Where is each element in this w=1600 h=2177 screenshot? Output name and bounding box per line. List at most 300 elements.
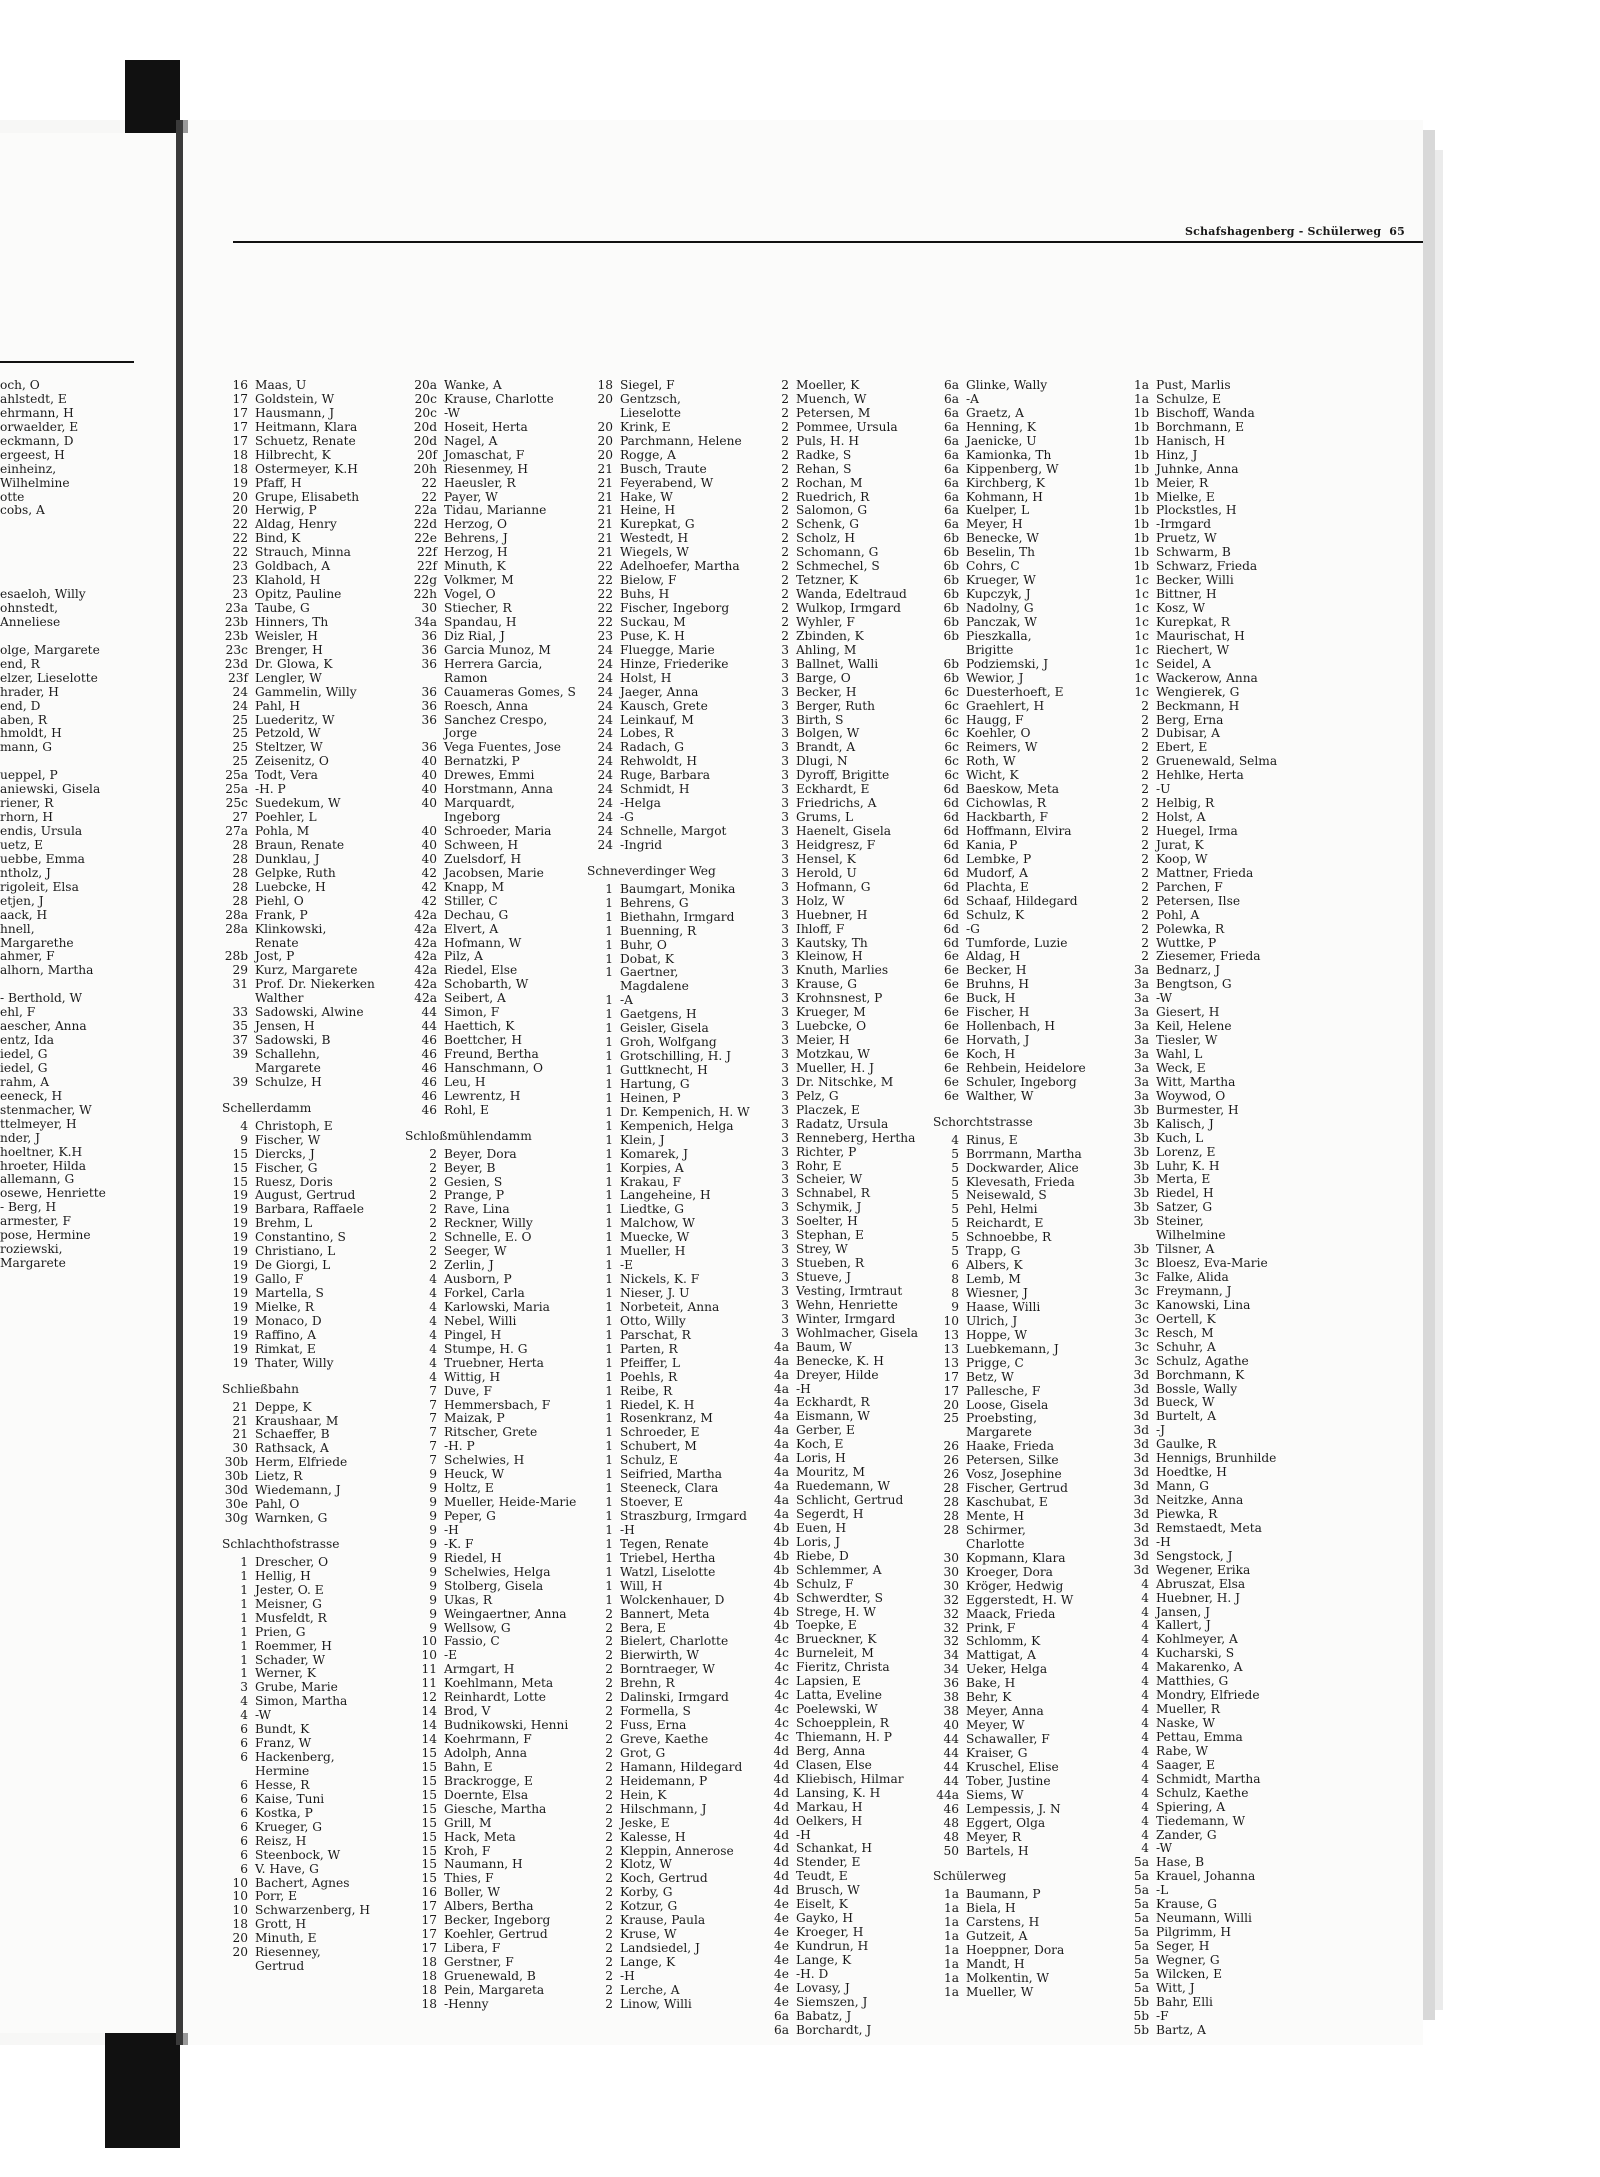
fragment-line: aniewski, Gisela xyxy=(0,782,101,797)
directory-entry xyxy=(405,1691,576,1705)
house-number: 10 xyxy=(232,1875,248,1890)
house-number: 9 xyxy=(951,1299,959,1314)
directory-entry xyxy=(1123,1689,1277,1703)
directory-entry xyxy=(222,1176,375,1190)
resident-name: Lobes, R xyxy=(620,726,674,741)
directory-entry xyxy=(405,1622,576,1636)
fragment-line: end, D xyxy=(0,698,41,713)
resident-name: Schnoebbe, R xyxy=(966,1230,1052,1245)
house-number: 28a xyxy=(225,907,248,922)
resident-name: Kleppin, Annerose xyxy=(620,1843,734,1858)
house-number: 3a xyxy=(1133,1060,1149,1075)
directory-entry xyxy=(1123,1257,1277,1271)
resident-name: Heidgresz, F xyxy=(796,837,876,852)
directory-entry xyxy=(405,1733,576,1747)
resident-name: Zuelsdorf, H xyxy=(444,851,522,866)
directory-entry xyxy=(763,379,918,393)
resident-name: Steltzer, W xyxy=(255,740,323,755)
resident-name: Porr, E xyxy=(255,1889,297,1904)
resident-name: Parchmann, Helene xyxy=(620,433,742,448)
house-number: 26 xyxy=(943,1453,959,1468)
resident-name: Knapp, M xyxy=(444,879,505,894)
directory-entry xyxy=(933,574,1086,588)
house-number: 1a xyxy=(943,1984,959,1999)
house-number: 6 xyxy=(240,1847,248,1862)
directory-entry xyxy=(587,811,750,825)
directory-entry xyxy=(587,1789,750,1803)
directory-entry xyxy=(222,1863,375,1877)
directory-entry xyxy=(933,1733,1086,1747)
house-number: 2 xyxy=(1141,921,1149,936)
directory-entry xyxy=(222,1006,375,1020)
directory-entry xyxy=(1123,1801,1277,1815)
directory-entry xyxy=(1123,937,1277,951)
directory-entry xyxy=(405,1287,576,1301)
house-number: 4 xyxy=(429,1272,437,1287)
directory-entry xyxy=(763,1578,918,1592)
house-number: 4d xyxy=(773,1799,789,1814)
house-number: 4 xyxy=(1141,1841,1149,1856)
resident-name: Fieritz, Christa xyxy=(796,1660,890,1675)
house-number: 3b xyxy=(1133,1186,1149,1201)
directory-entry xyxy=(405,1719,576,1733)
directory-entry xyxy=(405,672,576,686)
directory-entry xyxy=(763,714,918,728)
directory-entry xyxy=(587,686,750,700)
house-number: 2 xyxy=(781,378,789,392)
house-number: 4a xyxy=(773,1479,789,1494)
directory-entry xyxy=(587,939,750,953)
resident-name: Behrens, J xyxy=(444,531,508,546)
resident-name: Dunklau, J xyxy=(255,851,320,866)
directory-entry xyxy=(587,1733,750,1747)
resident-name: Herzog, O xyxy=(444,517,507,532)
house-number: 3d xyxy=(1133,1534,1149,1549)
fragment-line: aben, R xyxy=(0,712,48,727)
house-number: 15 xyxy=(421,1773,437,1788)
house-number: 23d xyxy=(224,656,248,671)
resident-name: Ziesemer, Frieda xyxy=(1156,949,1261,964)
house-number: 2 xyxy=(1141,907,1149,922)
resident-name: Soelter, H xyxy=(796,1214,858,1229)
resident-name: Musfeldt, R xyxy=(255,1610,327,1625)
house-number: 4b xyxy=(773,1618,789,1633)
resident-name: Schlicht, Gertrud xyxy=(796,1493,904,1507)
directory-entry xyxy=(222,1793,375,1807)
resident-name: Simon, F xyxy=(444,1005,500,1020)
directory-entry xyxy=(405,1231,576,1245)
house-number: 10 xyxy=(232,1889,248,1904)
house-number: 1b xyxy=(1133,517,1149,532)
house-number: 6b xyxy=(943,559,959,574)
resident-name: Rabe, W xyxy=(1156,1743,1209,1758)
house-number: 4c xyxy=(774,1674,789,1689)
house-number: 32 xyxy=(943,1606,959,1621)
house-number: 2 xyxy=(605,1843,613,1858)
resident-name: Pruetz, W xyxy=(1156,531,1217,546)
directory-entry xyxy=(222,546,375,560)
house-number: 2 xyxy=(605,1732,613,1746)
resident-name: Hofmann, W xyxy=(444,935,522,950)
house-number: 36 xyxy=(421,628,437,643)
house-number: 3a xyxy=(1133,1088,1149,1103)
resident-name: -H. D xyxy=(796,1966,829,1981)
directory-entry xyxy=(587,1998,750,2012)
resident-name: Wewior, J xyxy=(966,670,1024,685)
directory-entry xyxy=(587,1928,750,1942)
directory-entry xyxy=(933,1635,1086,1649)
house-number: 6d xyxy=(943,921,959,936)
house-number: 40 xyxy=(943,1718,959,1733)
resident-name: Horstmann, Anna xyxy=(444,782,553,797)
resident-name: -W xyxy=(444,405,460,420)
house-number: 30g xyxy=(224,1511,248,1526)
resident-name: Riedel, H xyxy=(1156,1186,1214,1201)
directory-entry xyxy=(763,1257,918,1271)
house-number: 23a xyxy=(225,601,248,615)
directory-entry xyxy=(763,769,918,783)
directory-entry xyxy=(933,407,1086,421)
resident-name: Sadowski, Alwine xyxy=(255,1005,364,1020)
directory-entry xyxy=(1123,1787,1277,1801)
directory-entry xyxy=(763,1271,918,1285)
resident-name: Boller, W xyxy=(444,1885,501,1900)
directory-entry xyxy=(933,491,1086,505)
house-number: 6 xyxy=(240,1833,248,1848)
resident-name: Lansing, K. H xyxy=(796,1785,881,1800)
directory-entry xyxy=(222,1849,375,1863)
directory-entry xyxy=(763,937,918,951)
directory-entry xyxy=(405,1020,576,1034)
resident-name: Oertell, K xyxy=(1156,1311,1216,1326)
directory-entry xyxy=(587,435,750,449)
directory-entry xyxy=(587,1203,750,1217)
resident-name: Vogel, O xyxy=(444,587,496,602)
directory-entry xyxy=(1123,560,1277,574)
directory-entry xyxy=(933,672,1086,686)
resident-name: Kotzur, G xyxy=(620,1899,678,1914)
resident-name: Kundrun, H xyxy=(796,1939,869,1953)
resident-name: Hamann, Hildegard xyxy=(620,1759,743,1774)
directory-entry xyxy=(222,1584,375,1598)
directory-entry xyxy=(933,1594,1086,1608)
directory-entry xyxy=(405,1524,576,1538)
house-number: 15 xyxy=(232,1174,248,1189)
house-number: 1 xyxy=(240,1652,248,1667)
house-number: 3 xyxy=(781,740,789,755)
directory-entry xyxy=(1123,1829,1277,1843)
house-number: 17 xyxy=(421,1899,437,1914)
resident-name: Panczak, W xyxy=(966,614,1037,629)
directory-entry xyxy=(763,1313,918,1327)
resident-name: Dalinski, Irmgard xyxy=(620,1690,729,1705)
fragment-line: pose, Hermine xyxy=(0,1228,91,1243)
house-number: 6a xyxy=(943,503,959,518)
house-number: 21 xyxy=(232,1399,248,1414)
resident-name: Frank, P xyxy=(255,907,308,922)
house-number: 3 xyxy=(781,712,789,727)
street-heading: Schneverdinger Weg xyxy=(587,863,716,878)
resident-name: Mann, G xyxy=(1156,1479,1209,1494)
house-number: 4 xyxy=(1141,1632,1149,1647)
house-number: 32 xyxy=(943,1592,959,1607)
resident-name: Euen, H xyxy=(796,1520,847,1535)
fragment-line: allemann, G xyxy=(0,1172,75,1187)
resident-name: Mouritz, M xyxy=(796,1465,865,1480)
house-number: 3 xyxy=(781,851,789,866)
resident-name: Thies, F xyxy=(444,1871,494,1886)
house-number: 2 xyxy=(1141,698,1149,713)
resident-name: Loris, H xyxy=(796,1451,846,1466)
directory-entry xyxy=(933,1162,1086,1176)
directory-entry xyxy=(763,1062,918,1076)
house-number: 5b xyxy=(1133,2008,1149,2023)
resident-name: Hilschmann, J xyxy=(620,1801,707,1816)
house-number: 3a xyxy=(1133,963,1149,978)
house-number: 34a xyxy=(414,614,437,629)
resident-name: Gruenewald, B xyxy=(444,1968,536,1983)
house-number: 20d xyxy=(413,419,437,434)
house-number: 15 xyxy=(421,1871,437,1886)
directory-entry xyxy=(933,1440,1086,1454)
resident-name: Mandt, H xyxy=(966,1957,1025,1972)
street-heading: Schellerdamm xyxy=(222,1100,312,1115)
directory-entry xyxy=(763,923,918,937)
house-number: 3 xyxy=(781,1088,789,1103)
house-number: 44a xyxy=(936,1787,959,1802)
house-number: 2 xyxy=(605,1857,613,1872)
directory-entry xyxy=(763,1759,918,1773)
house-number: 1 xyxy=(605,951,613,966)
resident-name: Mueller, H. J xyxy=(796,1060,875,1075)
house-number: 6a xyxy=(943,405,959,420)
house-number: 35 xyxy=(232,1019,248,1034)
resident-name: Bengtson, G xyxy=(1156,977,1232,992)
directory-entry xyxy=(405,1747,576,1761)
directory-entry xyxy=(587,1649,750,1663)
house-number: 26 xyxy=(943,1439,959,1454)
house-number: 9 xyxy=(429,1564,437,1579)
resident-name: Jost, P xyxy=(255,949,295,964)
directory-entry xyxy=(933,504,1086,518)
resident-name: Grot, G xyxy=(620,1745,666,1760)
resident-name: Sadowski, B xyxy=(255,1033,331,1048)
house-number: 4 xyxy=(429,1369,437,1384)
resident-name: Mattigat, A xyxy=(966,1648,1036,1663)
directory-entry xyxy=(222,1877,375,1891)
resident-name: Todt, Vera xyxy=(255,768,318,783)
house-number: 19 xyxy=(232,1216,248,1231)
directory-entry xyxy=(1123,1076,1277,1090)
resident-name: Mielke, E xyxy=(1156,489,1215,504)
house-number: 40 xyxy=(421,851,437,866)
house-number: 25c xyxy=(225,796,248,811)
adjacent-page-fragment xyxy=(0,133,176,2033)
directory-entry xyxy=(1123,1452,1277,1466)
resident-name: Nieser, J. U xyxy=(620,1286,690,1300)
resident-name: Radatz, Ursula xyxy=(796,1116,889,1131)
resident-name: Koch, E xyxy=(796,1437,844,1452)
resident-name: Meyer, Anna xyxy=(966,1704,1044,1719)
house-number: 4d xyxy=(773,1743,789,1758)
resident-name: Weingaertner, Anna xyxy=(444,1606,567,1621)
house-number: 30b xyxy=(224,1455,248,1470)
resident-name: Eggert, Olga xyxy=(966,1815,1046,1830)
resident-name: Grupe, Elisabeth xyxy=(255,489,360,504)
resident-name: Hoppe, W xyxy=(966,1327,1028,1342)
resident-name: Siems, W xyxy=(966,1787,1024,1802)
directory-entry xyxy=(405,1006,576,1020)
directory-entry xyxy=(763,1438,918,1452)
directory-entry xyxy=(763,1829,918,1843)
resident-name: Witt, Martha xyxy=(1156,1074,1236,1089)
directory-entry xyxy=(222,1946,375,1960)
directory-entry xyxy=(1123,1383,1277,1397)
fragment-line: Margarete xyxy=(0,1256,66,1271)
resident-name: Bittner, H xyxy=(1156,587,1217,602)
directory-entry xyxy=(763,1369,918,1383)
house-number: 28 xyxy=(943,1522,959,1537)
directory-entry xyxy=(222,1162,375,1176)
resident-name: Toepke, E xyxy=(796,1618,857,1633)
resident-name: Zbinden, K xyxy=(796,628,864,643)
resident-name: Reinhardt, Lotte xyxy=(444,1690,546,1705)
house-number: 1 xyxy=(605,1118,613,1133)
directory-entry xyxy=(1123,1480,1277,1494)
resident-name: Schwarzenberg, H xyxy=(255,1903,371,1918)
house-number: 2 xyxy=(1141,837,1149,852)
resident-name: Steiner, xyxy=(1156,1214,1204,1229)
resident-name: Herzog, H xyxy=(444,545,508,560)
resident-name: Langeheine, H xyxy=(620,1188,711,1203)
house-number: 3 xyxy=(781,1228,789,1243)
house-number: 4c xyxy=(774,1646,789,1661)
directory-entry xyxy=(222,588,375,602)
house-number: 20 xyxy=(597,391,613,406)
house-number: 46 xyxy=(421,1060,437,1075)
house-number: 6c xyxy=(944,726,959,741)
resident-name: Schwerdter, S xyxy=(796,1590,883,1605)
resident-name: Riedel, K. H xyxy=(620,1397,695,1412)
house-number: 14 xyxy=(421,1704,437,1719)
resident-name: Rehan, S xyxy=(796,461,852,476)
resident-name: Dr. Glowa, K xyxy=(255,656,333,671)
house-number: 21 xyxy=(597,461,613,476)
directory-entry xyxy=(405,1566,576,1580)
resident-name: Teudt, E xyxy=(796,1869,848,1884)
directory-entry xyxy=(933,546,1086,560)
resident-name: Walther xyxy=(255,991,304,1006)
resident-name: Proebsting, xyxy=(966,1411,1037,1426)
house-number: 19 xyxy=(232,475,248,490)
resident-name: Kruschel, Elise xyxy=(966,1759,1059,1774)
resident-name: Schenk, G xyxy=(796,517,859,532)
directory-entry xyxy=(405,1301,576,1315)
directory-entry xyxy=(763,1703,918,1717)
house-number: 4 xyxy=(1141,1813,1149,1828)
house-number: 1b xyxy=(1133,503,1149,518)
directory-entry xyxy=(587,1454,750,1468)
directory-entry xyxy=(933,700,1086,714)
column-1 xyxy=(222,379,375,1974)
resident-name: Bahr, Elli xyxy=(1156,1994,1213,2009)
resident-name: Kalisch, J xyxy=(1156,1116,1214,1131)
resident-name: Koch, Gertrud xyxy=(620,1871,708,1886)
house-number: 1 xyxy=(605,1132,613,1147)
resident-name: Baeskow, Meta xyxy=(966,782,1059,797)
house-number: 3a xyxy=(1133,1033,1149,1048)
directory-entry xyxy=(933,950,1086,964)
directory-entry xyxy=(763,518,918,532)
resident-name: Heine, H xyxy=(620,503,676,518)
resident-name: Rohl, E xyxy=(444,1102,489,1117)
resident-name: Drewes, Emmi xyxy=(444,768,535,783)
house-number: 27 xyxy=(232,810,248,825)
resident-name: Woywod, O xyxy=(1156,1088,1226,1103)
house-number: 4c xyxy=(774,1632,789,1647)
directory-entry xyxy=(763,616,918,630)
house-number: 2 xyxy=(1141,740,1149,755)
column-3 xyxy=(587,379,750,2012)
resident-name: Jester, O. E xyxy=(255,1582,324,1597)
resident-name: August, Gertrud xyxy=(255,1188,356,1203)
directory-entry xyxy=(222,1737,375,1751)
directory-entry xyxy=(933,1888,1086,1902)
house-number: 24 xyxy=(597,712,613,727)
directory-entry xyxy=(222,1034,375,1048)
directory-entry xyxy=(405,1315,576,1329)
directory-entry xyxy=(587,1663,750,1677)
resident-name: -H. P xyxy=(255,782,286,797)
directory-entry xyxy=(1123,1884,1277,1898)
resident-name: Reichardt, E xyxy=(966,1216,1044,1231)
directory-entry xyxy=(587,700,750,714)
resident-name: Gallo, F xyxy=(255,1272,304,1287)
house-number: 4 xyxy=(1141,1590,1149,1605)
house-number: 4e xyxy=(774,1952,789,1967)
resident-name: Ostermeyer, K.H xyxy=(255,461,358,476)
house-number: 1 xyxy=(605,1383,613,1398)
resident-name: Fischer, W xyxy=(255,1132,321,1147)
house-number: 3d xyxy=(1133,1465,1149,1480)
directory-entry xyxy=(1123,686,1277,700)
directory-entry xyxy=(933,560,1086,574)
resident-name: Koehler, Gertrud xyxy=(444,1927,548,1942)
directory-entry xyxy=(1123,1940,1277,1954)
house-number: 48 xyxy=(943,1829,959,1844)
resident-name: Brehn, R xyxy=(620,1676,675,1691)
house-number: 1b xyxy=(1133,433,1149,448)
directory-entry xyxy=(587,1984,750,1998)
directory-entry xyxy=(222,714,375,728)
resident-name: Benecke, K. H xyxy=(796,1353,884,1368)
resident-name: Magdalene xyxy=(620,979,689,994)
resident-name: Nickels, K. F xyxy=(620,1272,700,1287)
house-number: 44 xyxy=(943,1732,959,1746)
house-number: 6e xyxy=(944,1033,959,1048)
directory-entry xyxy=(933,1454,1086,1468)
directory-entry xyxy=(222,937,375,951)
resident-name: Herold, U xyxy=(796,865,857,880)
fragment-line: ahlstedt, E xyxy=(0,391,67,406)
directory-entry xyxy=(763,964,918,978)
house-number: 1 xyxy=(605,1313,613,1328)
house-number: 2 xyxy=(429,1202,437,1217)
house-number: 6d xyxy=(943,837,959,852)
resident-name: Stolberg, Gisela xyxy=(444,1578,544,1593)
directory-entry xyxy=(222,1428,375,1442)
fragment-line xyxy=(0,574,106,588)
